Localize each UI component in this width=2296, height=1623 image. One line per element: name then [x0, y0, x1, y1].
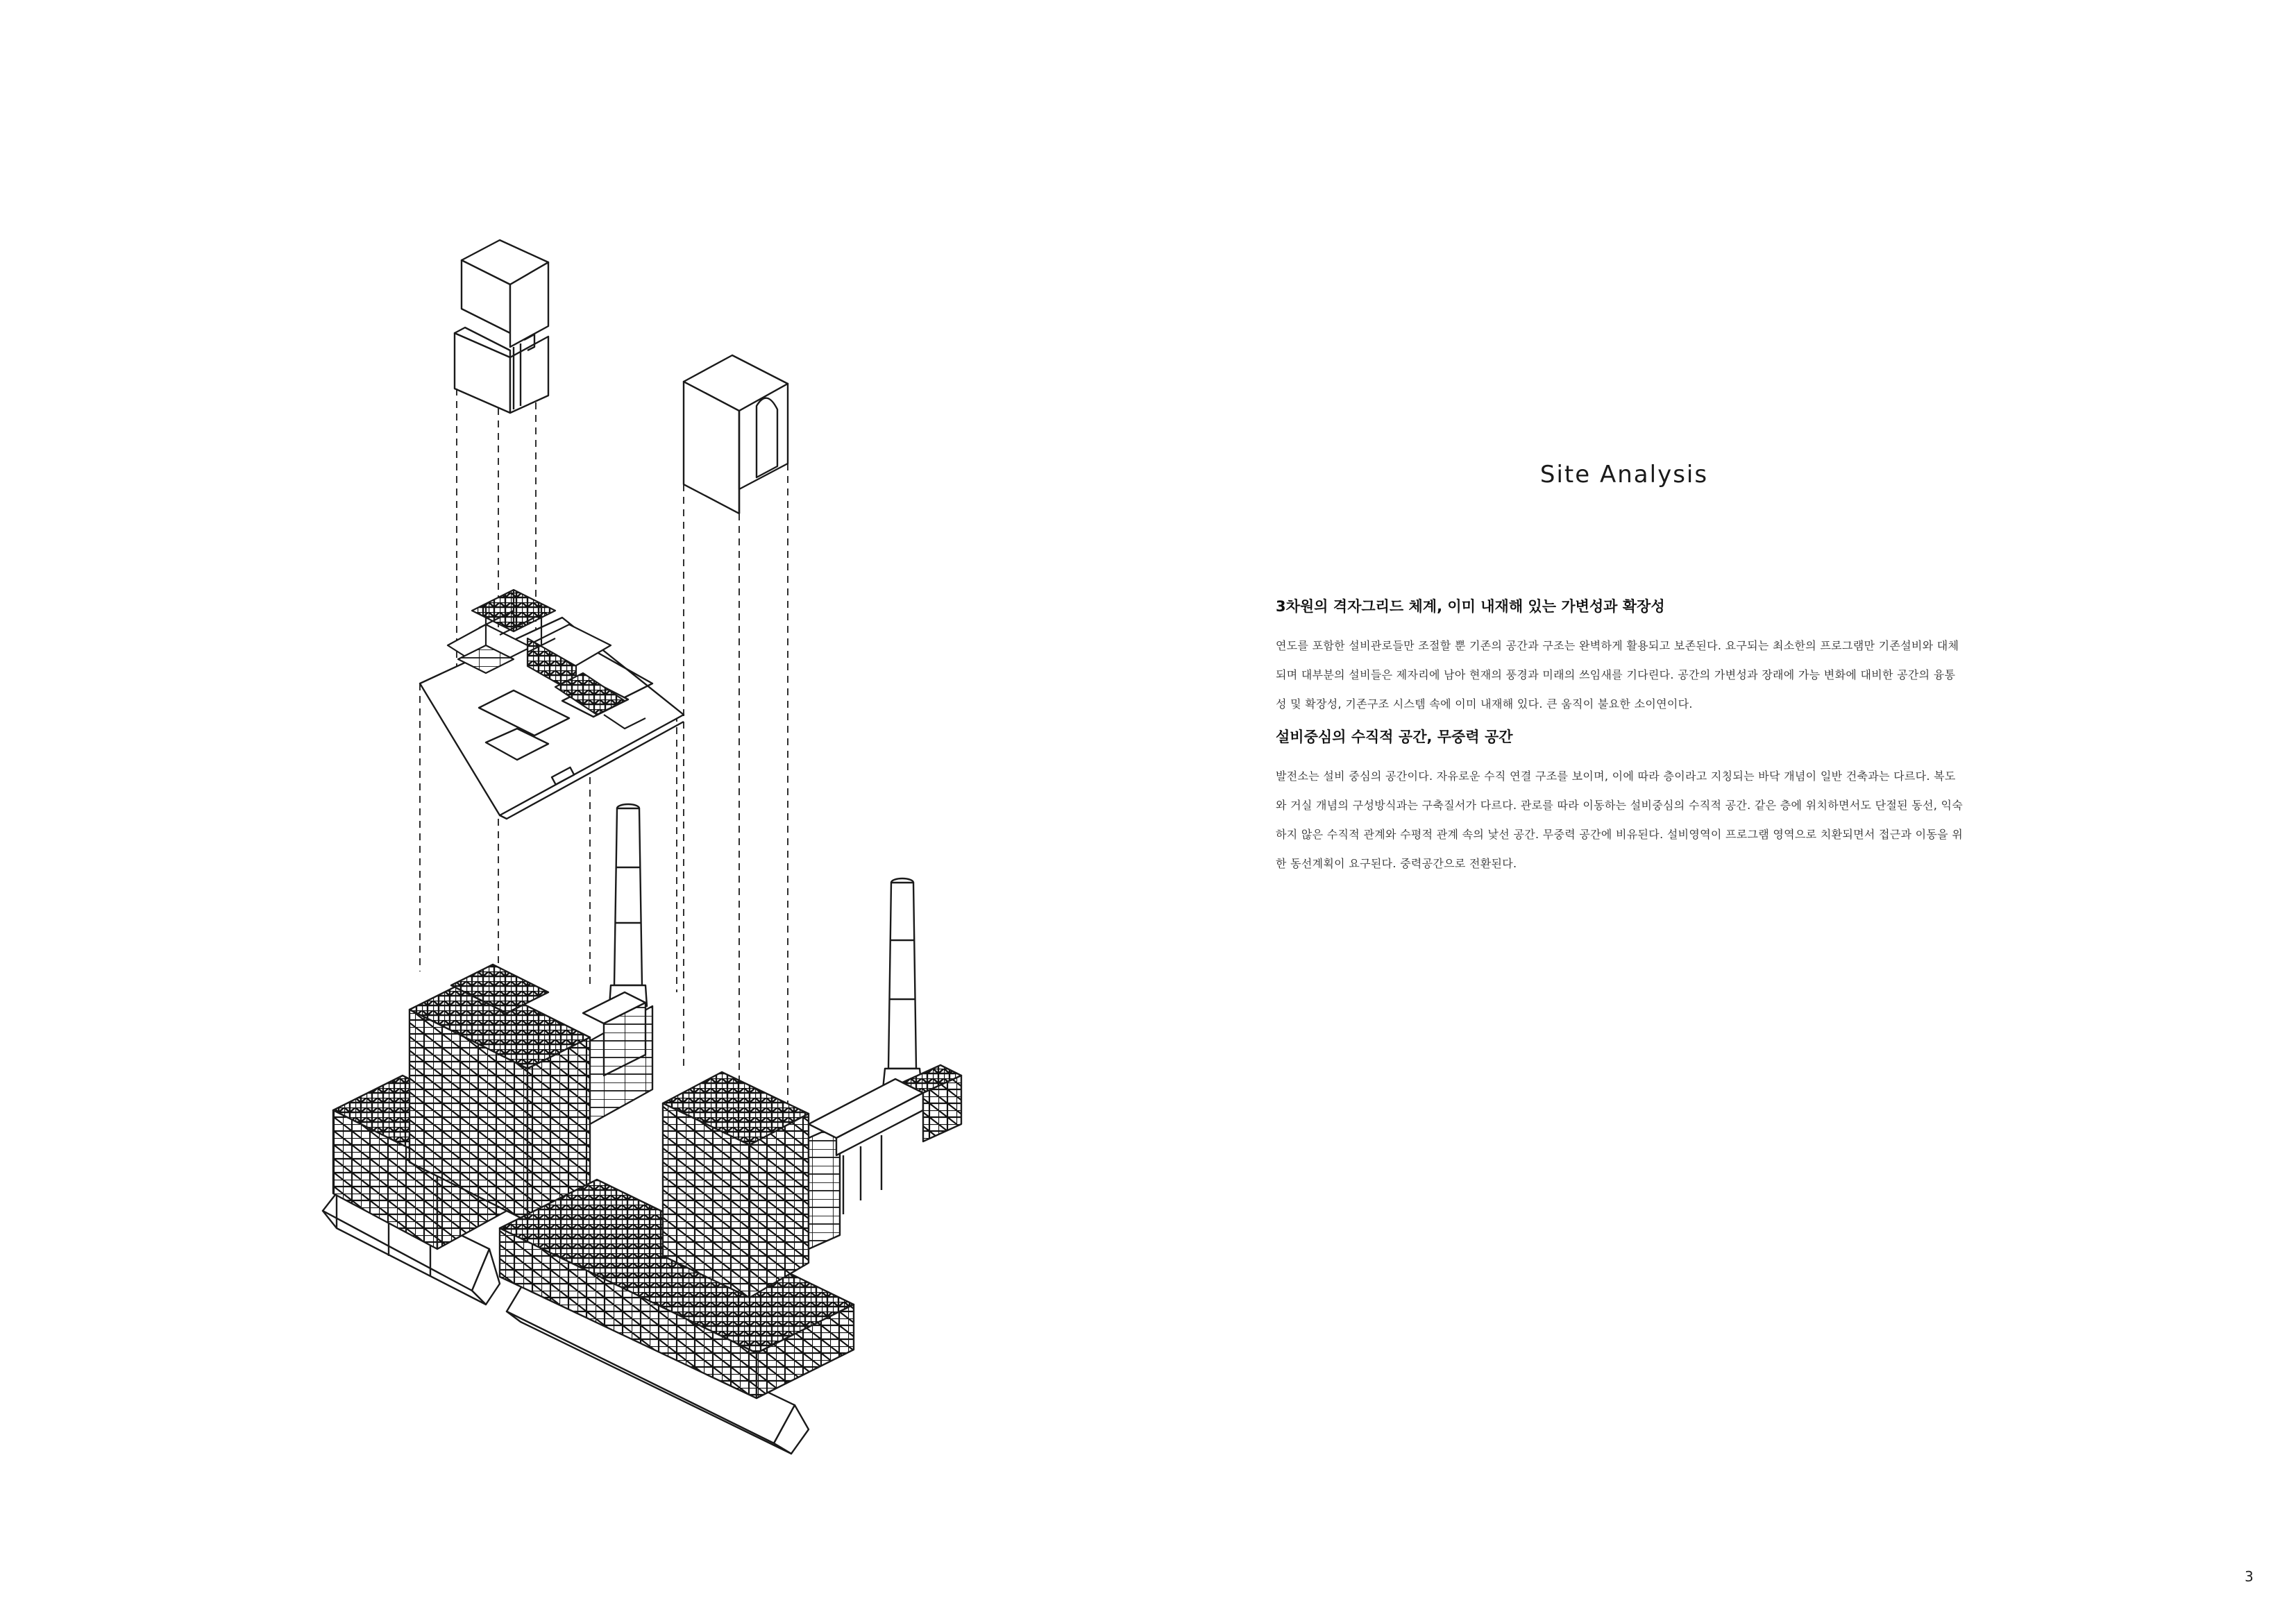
page-title: Site Analysis — [1539, 461, 1709, 488]
section-heading: 3차원의 격자그리드 체계, 이미 내재해 있는 가변성과 확장성 — [1276, 598, 1665, 615]
section-variability — [1276, 595, 2103, 719]
steel-frame-boiler — [663, 1072, 840, 1298]
page-number: 3 — [2245, 1568, 2254, 1585]
body-line: 한 동선계획이 요구된다. 중력공간으로 전환된다. — [1276, 857, 1517, 870]
section-heading: 설비중심의 수직적 공간, 무중력 공간 — [1276, 729, 1513, 745]
section-body — [1276, 631, 2103, 719]
body-line: 연도를 포함한 설비관로들만 조절할 뿐 기존의 공간과 구조는 완벽하게 활용되고 보존된다. 요구되는 최소한의 프로그램만 기존설비와 대체 — [1276, 639, 1959, 652]
chimney-left — [609, 804, 647, 1006]
body-line: 성 및 확장성, 기존구조 시스템 속에 이미 내재해 있다. 큰 움직이 불요한 소이연이다. — [1276, 697, 1693, 711]
top-block-left — [455, 240, 548, 413]
body-line: 발전소는 설비 중심의 공간이다. 자유로운 수직 연결 구조를 보이며, 이에 따라 층이라고 지칭되는 바닥 개념이 일반 건축과는 다르다. 복도 — [1276, 770, 1956, 783]
body-line: 하지 않은 수직적 관계와 수평적 관계 속의 낯선 공간. 무중력 공간에 비유된다. 설비영역이 프로그램 영역으로 치환되면서 접근과 이동을 위 — [1276, 828, 1964, 841]
body-line: 와 거실 개념의 구성방식과는 구축질서가 다르다. 관로를 따라 이동하는 설비중심의 수직적 공간. 같은 층에 위치하면서도 단절된 동선, 익숙 — [1276, 799, 1964, 812]
section-body — [1276, 762, 2103, 878]
section-vertical-space — [1276, 726, 2103, 878]
chimney-right — [883, 878, 922, 1089]
body-line: 되며 대부분의 설비들은 제자리에 남아 현재의 풍경과 미래의 쓰임새를 기다린다. 공간의 가변성과 장래에 가능 변화에 대비한 공간의 융통 — [1276, 668, 1956, 681]
top-block-right — [684, 355, 788, 513]
